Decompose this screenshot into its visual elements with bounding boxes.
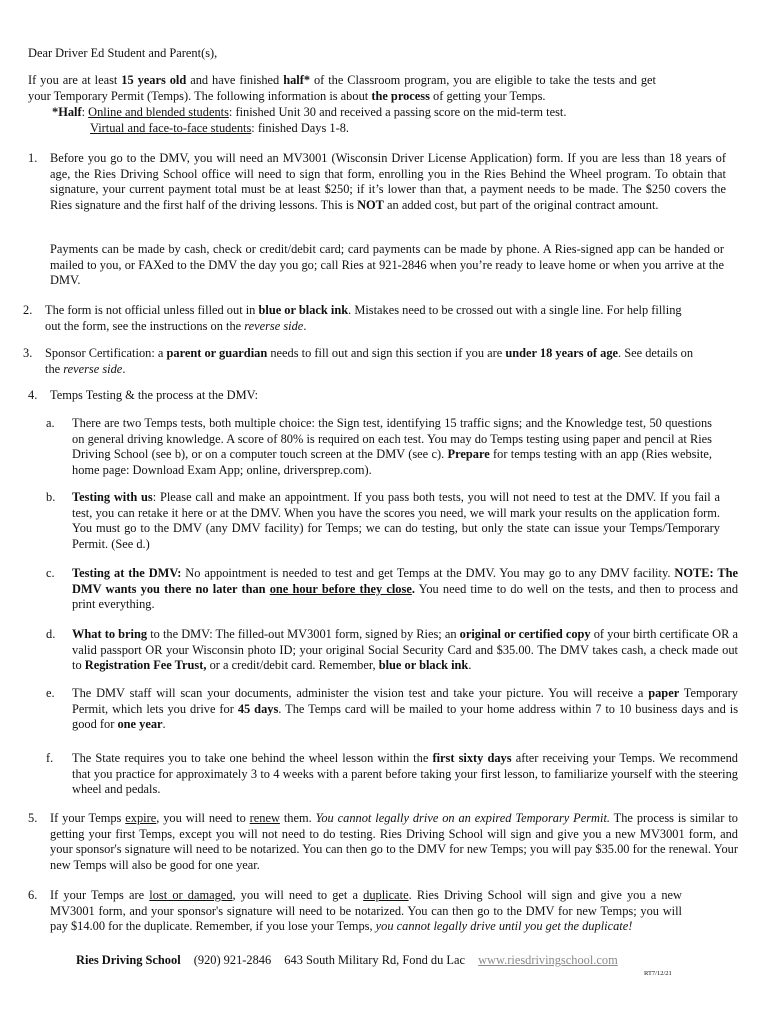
half-online-note: *Half: Online and blended students: finished Unit 30 and received a passing score on the mid-term test. bbox=[52, 105, 567, 119]
item-number: 1. bbox=[28, 151, 38, 165]
item-1-text: Before you go to the DMV, you will need an MV3001 (Wisconsin Driver License Application) form. If you are less than 18 years of age, the Ries Driving School office will need to sign that form, enrolling you in the Ries Behind the Wheel program. To obtain that signature, your current payment total must be at least $250; if it’s lower than that, a payment needs to be made. The $250 covers the Ries signature and the first half of the driving lessons. This is NOT an added cost, but part of the original contract amount. bbox=[50, 151, 726, 212]
footer-website-link[interactable]: www.riesdrivingschool.com bbox=[478, 953, 618, 967]
item-3-text: Sponsor Certification: a parent or guardian needs to fill out and sign this section if you are under 18 years of age. See details on the reverse side. bbox=[45, 346, 694, 376]
item-4f-text: The State requires you to take one behind the wheel lesson within the first sixty days after receiving your Temps. We recommend that you practice for approximately 3 to 4 weeks with a parent before taking your first lesson, to familiarize yourself with the steering wheel and pedals. bbox=[72, 751, 738, 796]
item-4a-text: There are two Temps tests, both multiple choice: the Sign test, identifying 15 traffic signs; and the Knowledge test, 50 questions on general driving knowledge. A score of 80% is required on each test. You may do Temps testing using paper and pencil at Ries Driving School (see b), or on a computer touch screen at the DMV (see c). Prepare for temps testing with an app (Ries website, home page: Download Exam App; online, driversprep.com). bbox=[72, 416, 712, 477]
item-4c-text: Testing at the DMV: No appointment is needed to test and get Temps at the DMV. You may go to any DMV facility. NOTE: The DMV wants you there no later than one hour before they close. You need time to do well on the tests, and then to process and print everything. bbox=[72, 566, 739, 611]
footer-code: RT7/12/21 bbox=[644, 970, 672, 977]
footer bbox=[76, 953, 618, 969]
item-4-title: Temps Testing & the process at the DMV: bbox=[50, 388, 259, 402]
item-1-payments: Payments can be made by cash, check or credit/debit card; card payments can be made by phone. A Ries-signed app can be handed or mailed to you, or FAXed to the DMV the day you go; call Ries at 921-2846 when you’re ready to leave home or when you arrive at the DMV. bbox=[50, 242, 724, 287]
footer-phone: (920) 921-2846 bbox=[193, 953, 272, 967]
item-2-text: The form is not official unless filled out in blue or black ink. Mistakes need to be crossed out with a single line. For help filling out the form, see the instructions on the reverse side. bbox=[45, 303, 682, 333]
half-virtual-note: Virtual and face-to-face students: finished Days 1-8. bbox=[90, 121, 350, 135]
item-5-text: If your Temps expire, you will need to renew them. You cannot legally drive on an expired Temporary Permit. The process is similar to getting your first Temps, except you will not need to do testing. Ries Driving School will sign and give you a new MV3001 form, and your sponsor's signature will need to be notarized. You can then go to the DMV for new Temps; you will pay $35.00 for the renewal. Your new Temps will also be good for one year. bbox=[50, 811, 738, 872]
sub-letter: c. bbox=[46, 566, 55, 580]
sub-letter: b. bbox=[46, 490, 56, 504]
footer-address: 643 South Military Rd, Fond du Lac bbox=[284, 953, 465, 967]
item-number: 5. bbox=[28, 811, 38, 825]
sub-letter: a. bbox=[46, 416, 55, 430]
footer-school: Ries Driving School bbox=[76, 953, 181, 967]
item-4b-text: Testing with us: Please call and make an appointment. If you pass both tests, you will not need to test at the DMV. If you fail a test, you can retake it here or at the DMV. When you have the scores you need, we will mark your results on the application form. You must go to the DMV (any DMV facility) for Temps; we can do testing, but only the state can issue your Temps/Temporary Permit. (See d.) bbox=[72, 490, 720, 551]
item-number: 2. bbox=[23, 303, 33, 317]
item-number: 3. bbox=[23, 346, 33, 360]
sub-letter: e. bbox=[46, 686, 55, 700]
item-6-text: If your Temps are lost or damaged, you will need to get a duplicate. Ries Driving School will sign and give you a new MV3001 form, and your sponsor's signature will need to be notarized. You can then go to the DMV for new Temps; you will pay $14.00 for the duplicate. Remember, if you lose your Temps, you cannot legally drive until you get the duplicate! bbox=[50, 888, 682, 933]
item-number: 6. bbox=[28, 888, 38, 902]
item-4e-text: The DMV staff will scan your documents, administer the vision test and take your picture. You will receive a paper Temporary Permit, which lets you drive for 45 days. The Temps card will be mailed to your home address within 7 to 10 business days and is good for one year. bbox=[72, 686, 739, 731]
sub-letter: d. bbox=[46, 627, 56, 641]
greeting: Dear Driver Ed Student and Parent(s), bbox=[28, 46, 218, 60]
intro-paragraph: If you are at least 15 years old and have finished half* of the Classroom program, you are eligible to take the tests and get your Temporary Permit (Temps). The following information is about the process of getting your Temps. bbox=[28, 73, 657, 103]
item-4d-text: What to bring to the DMV: The filled-out MV3001 form, signed by Ries; an original or certified copy of your birth certificate OR a valid passport OR your Wisconsin photo ID; your original Social Security Card and $35.00. The DMV takes cash, a check made out to Registration Fee Trust, or a credit/debit card. Remember, blue or black ink. bbox=[72, 627, 738, 672]
sub-letter: f. bbox=[46, 751, 54, 765]
item-number: 4. bbox=[28, 388, 38, 402]
